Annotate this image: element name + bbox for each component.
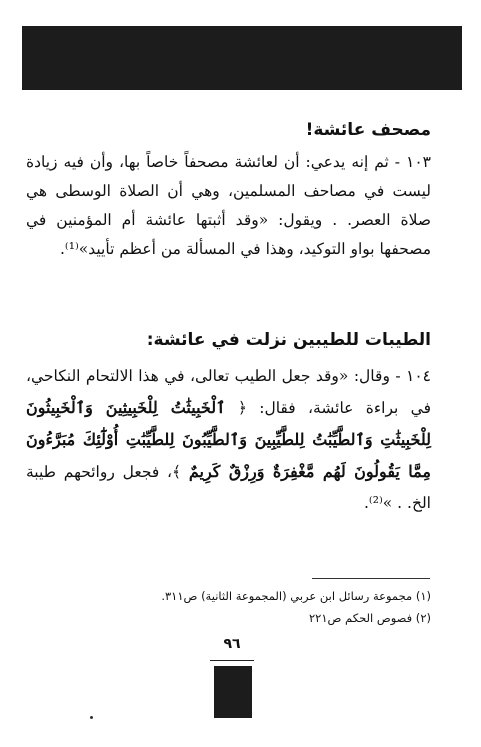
footer-block (214, 666, 252, 718)
paragraph-104-intro: ١٠٤ - وقال: «وقد جعل الطيب تعالى، في هذا الالتحام النكاحي، في براءة عائشة، فقال: ﴿ (26, 367, 431, 417)
page-number-underline (210, 660, 254, 661)
section-title-aisha-mushaf: مصحف عائشة! (305, 120, 431, 140)
header-bar (22, 26, 462, 90)
section-title-tayyibat: الطيبات للطيبين نزلت في عائشة: (146, 330, 431, 350)
paragraph-104 (26, 361, 431, 519)
page-number: ٩٦ (223, 636, 241, 652)
quran-verse: ٱلْخَبِيثَٰتُ لِلْخَبِيثِينَ وَٱلْخَبِيثُونَ لِلْخَبِيثَٰتِ وَٱلطَّيِّبَٰتُ لِلطَّيِّبِينَ وَٱلطَّيِّبُونَ لِلطَّيِّبَٰتِ أُوْلَٰٓئِكَ مُبَرَّءُونَ مِمَّا يَقُولُونَ لَهُم مَّغْفِرَةٌ وَرِزْقٌ كَرِيمٌ (26, 398, 431, 481)
footnote-2: (٢) فصوص الحكم ص٢٢١ (308, 611, 431, 625)
footnotes (51, 585, 431, 629)
footnote-1: (١) مجموعة رسائل ابن عربي (المجموعة الثانية) ص٣١١. (161, 589, 431, 603)
stray-dot (90, 716, 93, 719)
footnote-divider (312, 578, 430, 579)
paragraph-104-outro: ﴾، فجعل روائحهم طيبة الخ. . »⁽²⁾. (26, 463, 431, 512)
paragraph-103: ١٠٣ - ثم إنه يدعي: أن لعائشة مصحفاً خاصاً بها، وأن فيه زيادة ليست في مصاحف المسلمين، وهي أن الصلاة الوسطى هي صلاة العصر. . ويقول: «وقد أثبتها عائشة أم المؤمنين في مصحفها بواو التوكيد، وهذا في المسألة من أعظم تأييد»⁽¹⁾. (26, 153, 431, 258)
